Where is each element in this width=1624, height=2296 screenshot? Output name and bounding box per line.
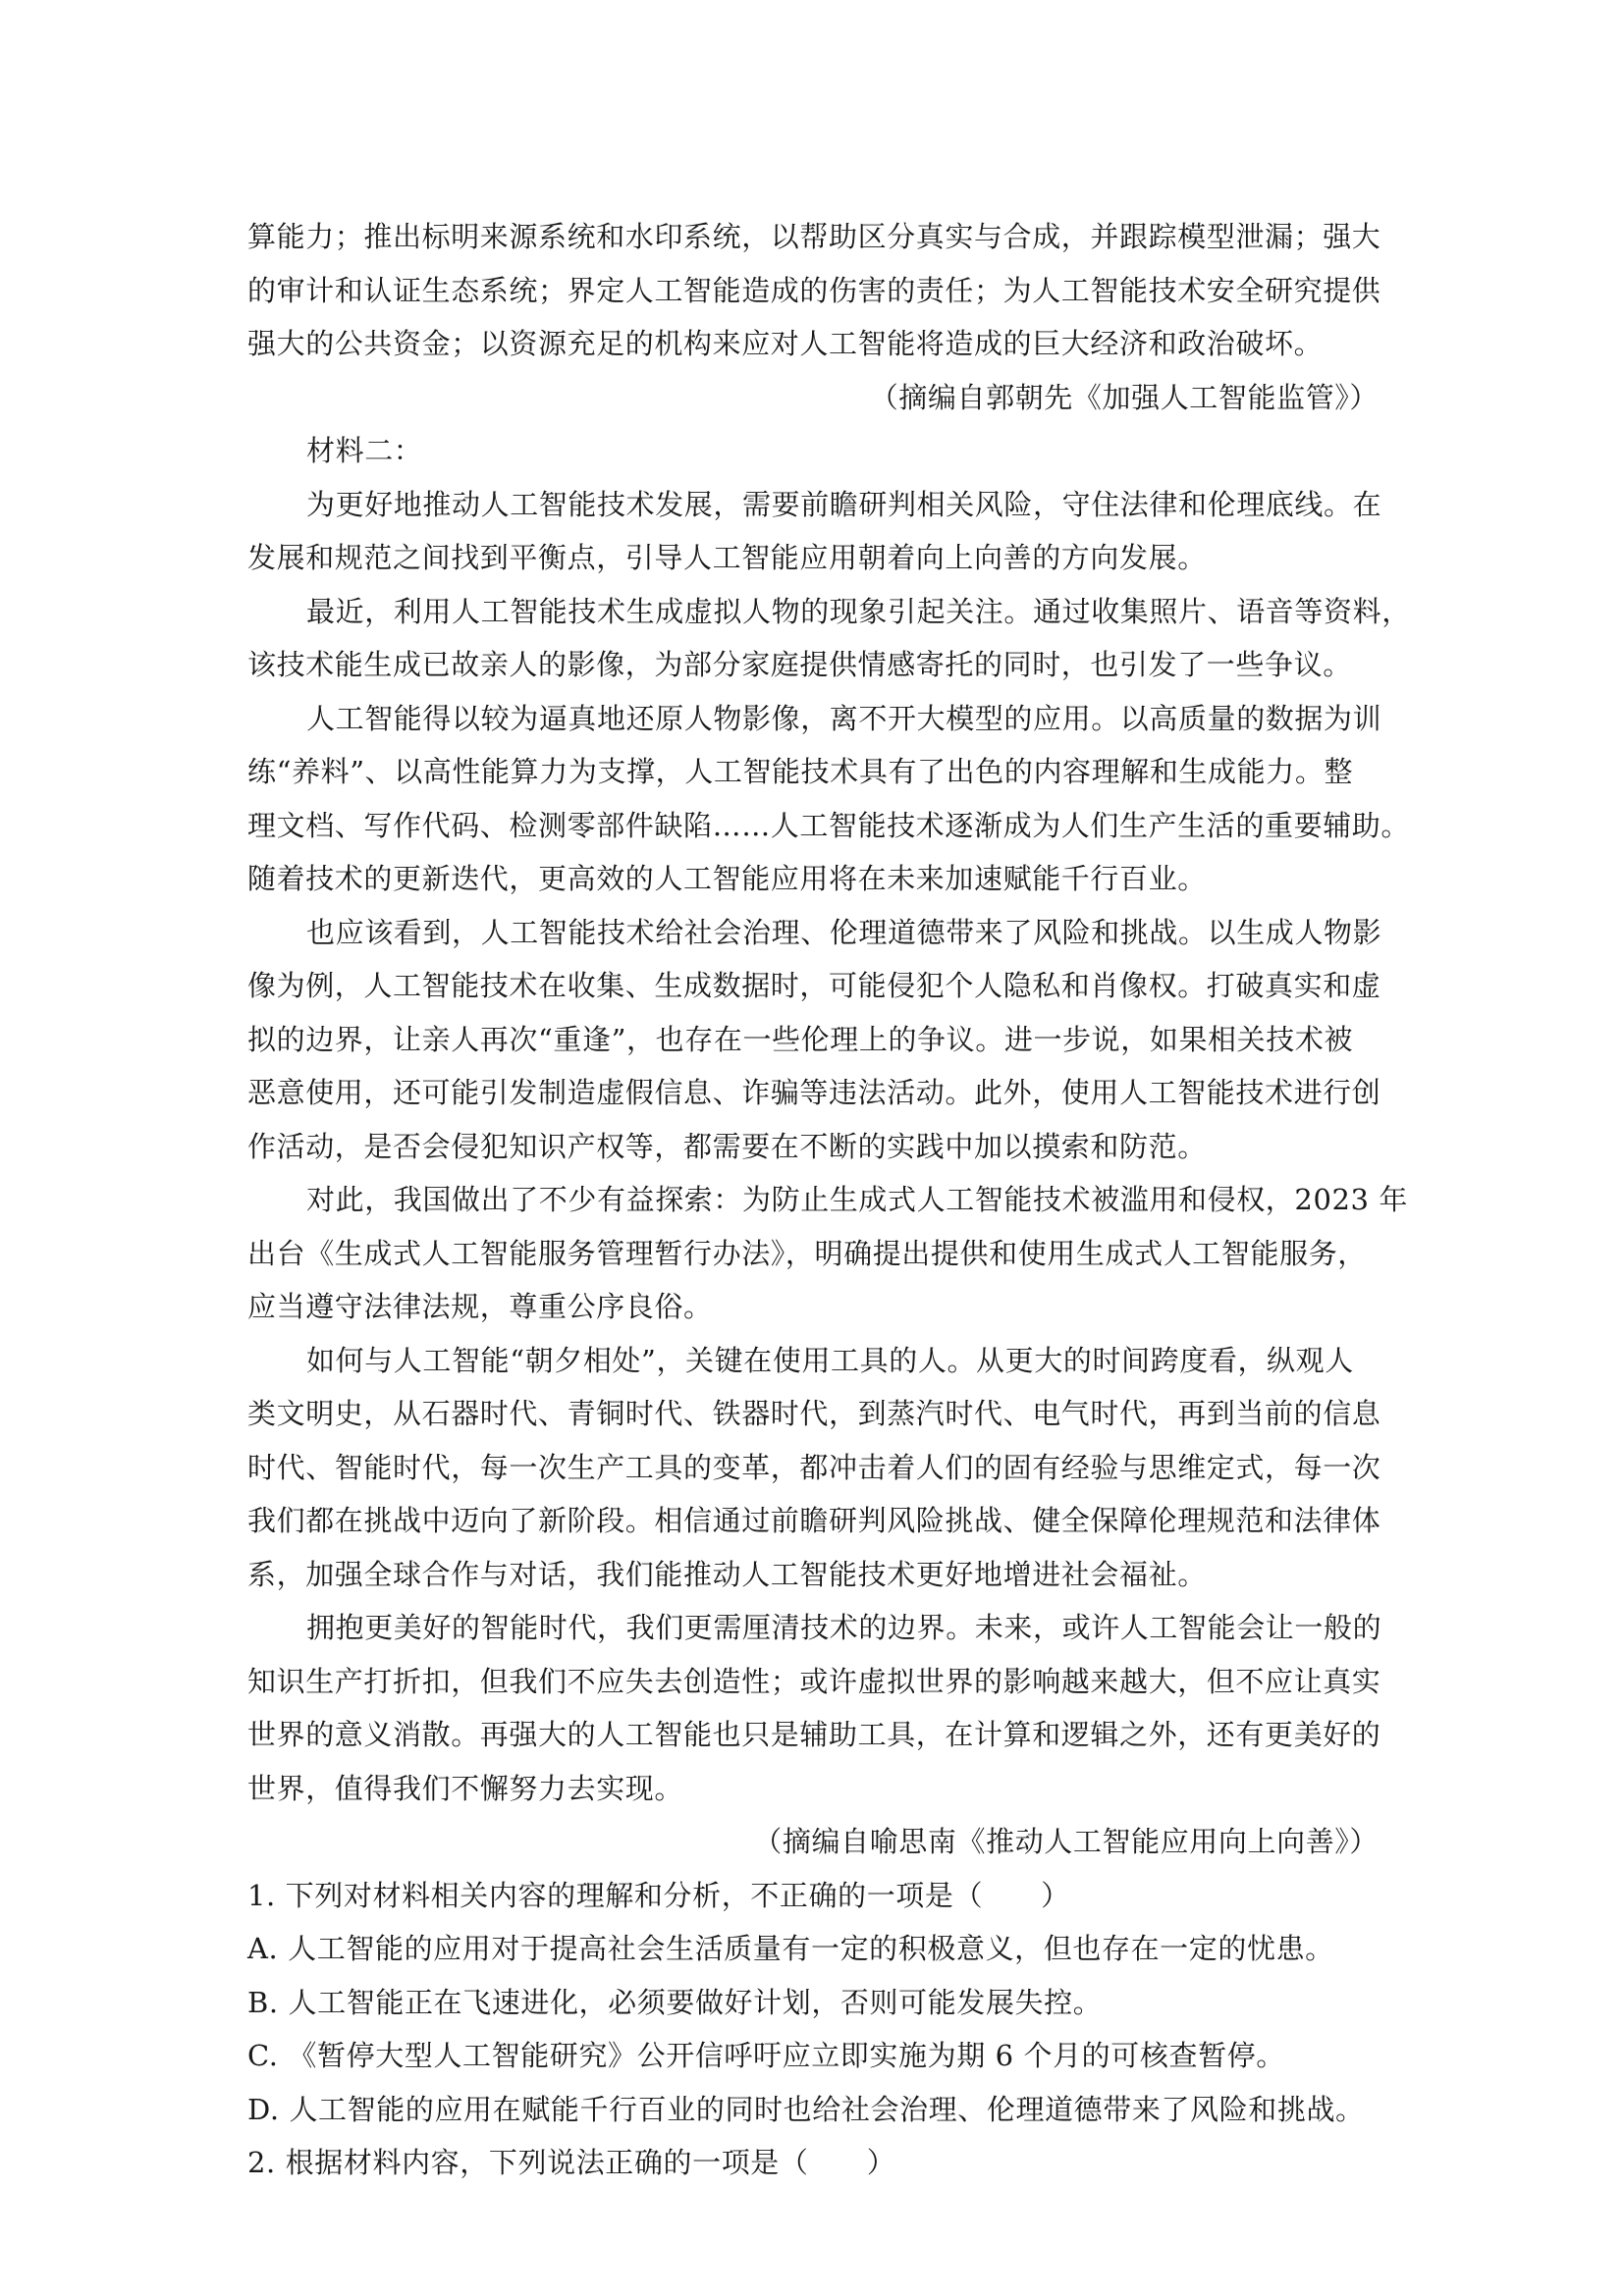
text-line: 应当遵守法律法规，尊重公序良俗。 bbox=[247, 1290, 713, 1323]
text-line: 恶意使用，还可能引发制造虚假信息、诈骗等违法活动。此外，使用人工智能技术进行创 bbox=[247, 1076, 1381, 1109]
question-1-option-a: A. 人工智能的应用对于提高社会生活质量有一定的积极意义，但也存在一定的忧患。 bbox=[247, 1932, 1334, 1965]
text-line: 拟的边界，让亲人再次“重逢”，也存在一些伦理上的争议。进一步说，如果相关技术被 bbox=[247, 1022, 1354, 1056]
text-line: 出台《生成式人工智能服务管理暂行办法》，明确提出提供和使用生成式人工智能服务， bbox=[247, 1236, 1367, 1270]
material1-tail-paragraph bbox=[247, 210, 1379, 371]
text-line: 随着技术的更新迭代，更高效的人工智能应用将在未来加速赋能千行百业。 bbox=[247, 862, 1207, 895]
exam-page bbox=[247, 210, 1411, 2190]
question-1-option-b: B. 人工智能正在飞速进化，必须要做好计划，否则可能发展失控。 bbox=[247, 1985, 1103, 2019]
question-1-option-d: D. 人工智能的应用在赋能千行百业的同时也给社会治理、伦理道德带来了风险和挑战。 bbox=[247, 2092, 1365, 2126]
text-line: 强大的公共资金；以资源充足的机构来应对人工智能将造成的巨大经济和政治破坏。 bbox=[247, 327, 1324, 360]
question-1-option-c: C. 《暂停大型人工智能研究》公开信呼吁应立即实施为期 6 个月的可核查暂停。 bbox=[247, 2039, 1285, 2072]
material2-paragraph-4 bbox=[247, 906, 1382, 1174]
text-line: 如何与人工智能“朝夕相处”，关键在使用工具的人。从更大的时间跨度看，纵观人 bbox=[306, 1343, 1354, 1377]
material2-paragraph-1 bbox=[247, 478, 1382, 585]
text-line: 算能力；推出标明来源系统和水印系统，以帮助区分真实与合成，并跟踪模型泄漏；强大 bbox=[247, 220, 1381, 253]
text-line: 拥抱更美好的智能时代，我们更需厘清技术的边界。未来，或许人工智能会让一般的 bbox=[306, 1611, 1382, 1644]
material2-paragraph-7 bbox=[247, 1601, 1382, 1815]
text-line: 对此，我国做出了不少有益探索：为防止生成式人工智能技术被滥用和侵权，2023 年 bbox=[306, 1183, 1409, 1216]
text-line: 最近，利用人工智能技术生成虚拟人物的现象引起关注。通过收集照片、语音等资料， bbox=[306, 594, 1411, 628]
question-2-stem: 2. 根据材料内容，下列说法正确的一项是（ ） bbox=[247, 2146, 896, 2179]
text-line: 也应该看到，人工智能技术给社会治理、伦理道德带来了风险和挑战。以生成人物影 bbox=[306, 915, 1382, 949]
text-line: 发展和规范之间找到平衡点，引导人工智能应用朝着向上向善的方向发展。 bbox=[247, 541, 1207, 574]
text-line: 系，加强全球合作与对话，我们能推动人工智能技术更好地增进社会福祉。 bbox=[247, 1557, 1207, 1591]
material2-paragraph-2 bbox=[247, 585, 1411, 692]
text-line: 时代、智能时代，每一次生产工具的变革，都冲击着人们的固有经验与思维定式，每一次 bbox=[247, 1450, 1381, 1484]
text-line: 知识生产打折扣，但我们不应失去创造性；或许虚拟世界的影响越来越大，但不应让真实 bbox=[247, 1664, 1381, 1698]
text-line: 人工智能得以较为逼真地还原人物影像，离不开大模型的应用。以高质量的数据为训 bbox=[306, 701, 1382, 735]
material1-source: （摘编自郭朝先《加强人工智能监管》） bbox=[869, 380, 1379, 414]
material2-paragraph-6 bbox=[247, 1334, 1379, 1602]
text-line: 的审计和认证生态系统；界定人工智能造成的伤害的责任；为人工智能技术安全研究提供 bbox=[247, 273, 1381, 307]
text-line: 类文明史，从石器时代、青铜时代、铁器时代，到蒸汽时代、电气时代，再到当前的信息 bbox=[247, 1397, 1381, 1430]
text-line: 练“养料”、以高性能算力为支撑，人工智能技术具有了出色的内容理解和生成能力。整 bbox=[247, 755, 1354, 788]
question-1-stem: 1. 下列对材料相关内容的理解和分析，不正确的一项是（ ） bbox=[247, 1878, 1070, 1912]
material2-paragraph-5 bbox=[247, 1173, 1409, 1334]
text-line: 为更好地推动人工智能技术发展，需要前瞻研判相关风险，守住法律和伦理底线。在 bbox=[306, 487, 1382, 521]
material2-paragraph-3 bbox=[247, 692, 1411, 906]
material2-source: （摘编自喻思南《推动人工智能应用向上向善》） bbox=[753, 1825, 1379, 1858]
text-line: 作活动，是否会侵犯知识产权等，都需要在不断的实践中加以摸索和防范。 bbox=[247, 1129, 1207, 1163]
text-line: 世界，值得我们不懈努力去实现。 bbox=[247, 1771, 684, 1805]
text-line: 我们都在挑战中迈向了新阶段。相信通过前瞻研判风险挑战、健全保障伦理规范和法律体 bbox=[247, 1504, 1381, 1537]
text-line: 像为例，人工智能技术在收集、生成数据时，可能侵犯个人隐私和肖像权。打破真实和虚 bbox=[247, 969, 1381, 1002]
material2-label: 材料二： bbox=[306, 434, 423, 467]
text-line: 世界的意义消散。再强大的人工智能也只是辅助工具，在计算和逻辑之外，还有更美好的 bbox=[247, 1718, 1381, 1751]
text-line: 理文档、写作代码、检测零部件缺陷……人工智能技术逐渐成为人们生产生活的重要辅助。 bbox=[247, 808, 1411, 842]
text-line: 该技术能生成已故亲人的影像，为部分家庭提供情感寄托的同时，也引发了一些争议。 bbox=[247, 648, 1352, 681]
